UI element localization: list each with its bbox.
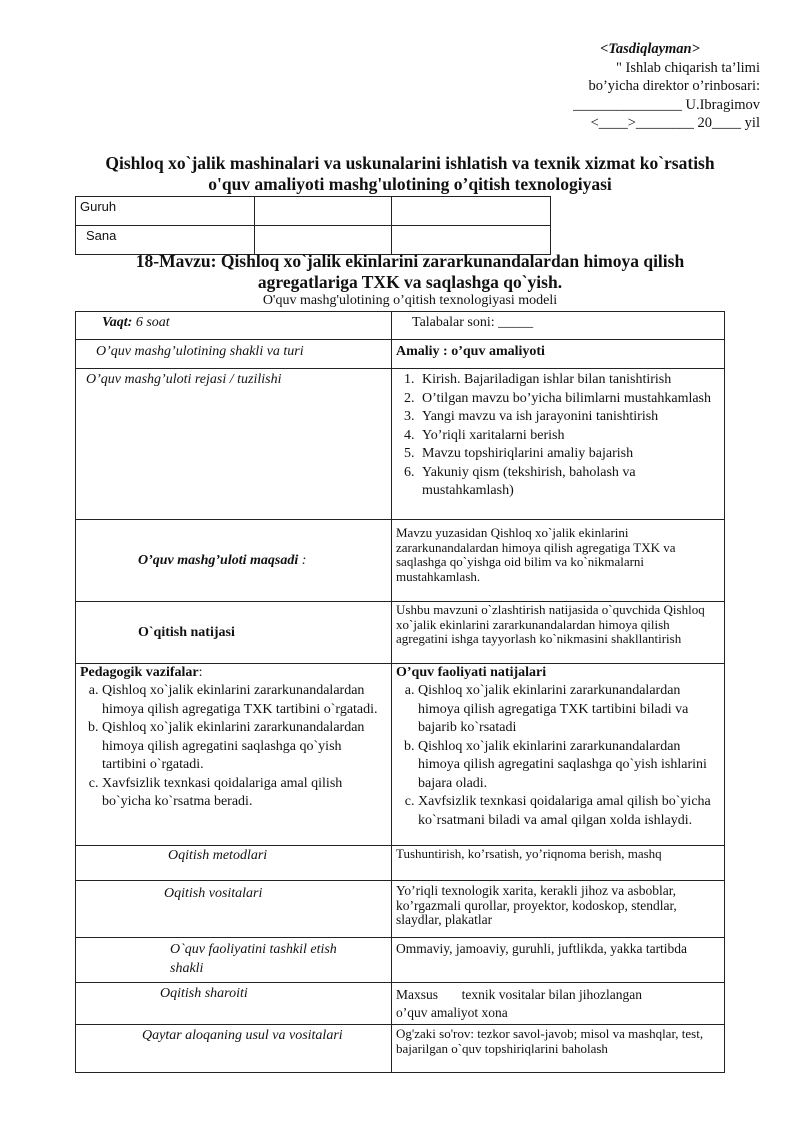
topic-title-line-1: 18-Mavzu: Qishloq xo`jalik ekinlarini zararkunandalardan himoya qilish [135, 251, 685, 271]
result-label: O`qitish natijasi [76, 602, 392, 664]
goal-label-cell [76, 520, 392, 602]
time-row [76, 312, 725, 340]
document-title-line-2: o'quv amaliyoti mashg'ulotining o’qitish texnologiyasi [208, 174, 612, 194]
outcome-item: a. Qishloq xo`jalik ekinlarini zararkunandalardan himoya qilish agregatiga TXK tartibini biladi va bajarib ko`rsatadi [418, 682, 720, 738]
group-cell-1 [255, 197, 392, 226]
plan-item: 4. Yo’riqli xaritalarni berish [418, 427, 720, 446]
plan-item: 5. Mavzu topshiriqlarini amaliy bajarish [418, 445, 720, 464]
document-title-line-1: Qishloq xo`jalik mashinalari va uskunalarini ishlatish va texnik xizmat ko`rsatish [105, 153, 715, 173]
organization-label: O`quv faoliyatini tashkil etish shakli [76, 938, 392, 983]
plan-item: 1. Kirish. Bajariladigan ishlar bilan tanishtirish [418, 371, 720, 390]
model-caption: O'quv mashg'ulotining o’qitish texnologiyasi modeli [262, 293, 558, 308]
form-row [76, 340, 725, 369]
topic-title-line-2: agregatlariga TXK va saqlashga qo`yish. [257, 272, 563, 292]
approval-line-2: bo’yicha direktor o’rinbosari: [588, 78, 760, 94]
organization-row [76, 938, 725, 983]
topic-title [60, 251, 760, 293]
plan-item: 3. Yangi mavzu va ish jarayonini tanishtirish [418, 408, 720, 427]
conditions-value-1: Maxsus texnik vositalar bilan jihozlangan [396, 987, 642, 1002]
time-value: 6 soat [132, 315, 170, 330]
conditions-row [76, 983, 725, 1025]
approval-block [540, 40, 760, 133]
plan-label: O’quv mashg’uloti rejasi / tuzilishi [76, 369, 392, 520]
conditions-cell [392, 983, 725, 1025]
feedback-value: Og'zaki so'rov: tezkor savol-javob; misol va mashqlar, test, bajarilgan o`quv topshiriqlarini baholash [392, 1025, 725, 1073]
approval-signature-line: _______________ U.Ibragimov [573, 96, 760, 113]
approval-title: <Tasdiqlayman> [600, 41, 700, 57]
model-table [75, 311, 725, 1073]
feedback-row [76, 1025, 725, 1073]
pedagogic-task-item: c. Xavfsizlik texnkasi qoidalariga amal qilish bo`yicha ko`rsatma beradi. [102, 775, 387, 812]
feedback-label: Qaytar aloqaning usul va vositalari [76, 1025, 392, 1073]
pedagogic-task-item: b. Qishloq xo`jalik ekinlarini zararkunandalardan himoya qilish agregatini saqlashga qo`yish tartibini o`rgatadi. [102, 719, 387, 775]
plan-list [396, 371, 720, 501]
document-title [60, 153, 760, 195]
form-value: Amaliy : o’quv amaliyoti [392, 340, 725, 369]
time-label: Vaqt: [102, 315, 133, 330]
methods-row [76, 846, 725, 881]
date-label: Sana [76, 226, 255, 255]
outcomes-cell [392, 664, 725, 846]
pedagogic-tasks-title: Pedagogik vazifalar [80, 665, 199, 680]
pedagogic-tasks-list [80, 682, 387, 812]
means-value: Yo’riqli texnologik xarita, kerakli jihoz va asboblar, ko’rgazmali qurollar, proyektor, kodoskop, stendlar, slaydlar, plakatlar [392, 881, 725, 938]
tasks-row [76, 664, 725, 846]
outcome-item: b. Qishloq xo`jalik ekinlarini zararkunandalardan himoya qilish agregatini saqlashga qo`yish ishlarini bajara oladi. [418, 738, 720, 794]
plan-cell [392, 369, 725, 520]
group-date-table [75, 196, 551, 255]
outcome-item: c. Xavfsizlik texnkasi qoidalariga amal qilish bo`yicha ko`rsatmani biladi va amal qilgan xolda ishlaydi. [418, 793, 720, 830]
means-label: Oqitish vositalari [76, 881, 392, 938]
methods-value: Tushuntirish, ko’rsatish, yo’riqnoma berish, mashq [392, 846, 725, 881]
goal-colon: : [298, 552, 307, 568]
conditions-value-2: o’quv amaliyot xona [396, 1005, 508, 1020]
pedagogic-tasks-cell [76, 664, 392, 846]
group-cell-2 [392, 197, 551, 226]
goal-value: Mavzu yuzasidan Qishloq xo`jalik ekinlarini zararkunandalardan himoya qilish agregatiga TXK va saqlashga qo`yishga oid bilim va ko`nikmalarni mustahkamlash. [392, 520, 725, 602]
plan-item: 6. Yakuniy qism (tekshirish, baholash va mustahkamlash) [418, 464, 720, 501]
outcomes-list [396, 682, 720, 830]
conditions-label: Oqitish sharoiti [76, 983, 392, 1025]
goal-row [76, 520, 725, 602]
organization-value: Ommaviy, jamoaviy, guruhli, juftlikda, yakka tartibda [392, 938, 725, 983]
approval-line-1: " Ishlab chiqarish ta’limi [615, 59, 760, 76]
goal-label: O’quv mashg’uloti maqsadi [138, 552, 299, 568]
pedagogic-task-item: a. Qishloq xo`jalik ekinlarini zararkunandalardan himoya qilish agregatiga TXK tartibini o`rgatadi. [102, 682, 387, 719]
outcomes-title: O’quv faoliyati natijalari [396, 665, 547, 680]
methods-label: Oqitish metodlari [76, 846, 392, 881]
time-cell [76, 312, 392, 340]
students-count: Talabalar soni: _____ [392, 312, 725, 340]
group-label: Guruh [76, 197, 255, 226]
means-row [76, 881, 725, 938]
result-row [76, 602, 725, 664]
plan-item: 2. O’tilgan mavzu bo’yicha bilimlarni mustahkamlash [418, 390, 720, 409]
plan-row [76, 369, 725, 520]
approval-date-line: <____>________ 20____ yil [590, 115, 760, 131]
result-value: Ushbu mavzuni o`zlashtirish natijasida o`quvchida Qishloq xo`jalik ekinlarini zararkunandalardan himoya qilish agregatini ishga tayyorlash ko`nikmasini shakllantirish [392, 602, 725, 664]
pedagogic-tasks-colon: : [198, 665, 203, 680]
form-label: O’quv mashg’ulotining shakli va turi [76, 340, 392, 369]
